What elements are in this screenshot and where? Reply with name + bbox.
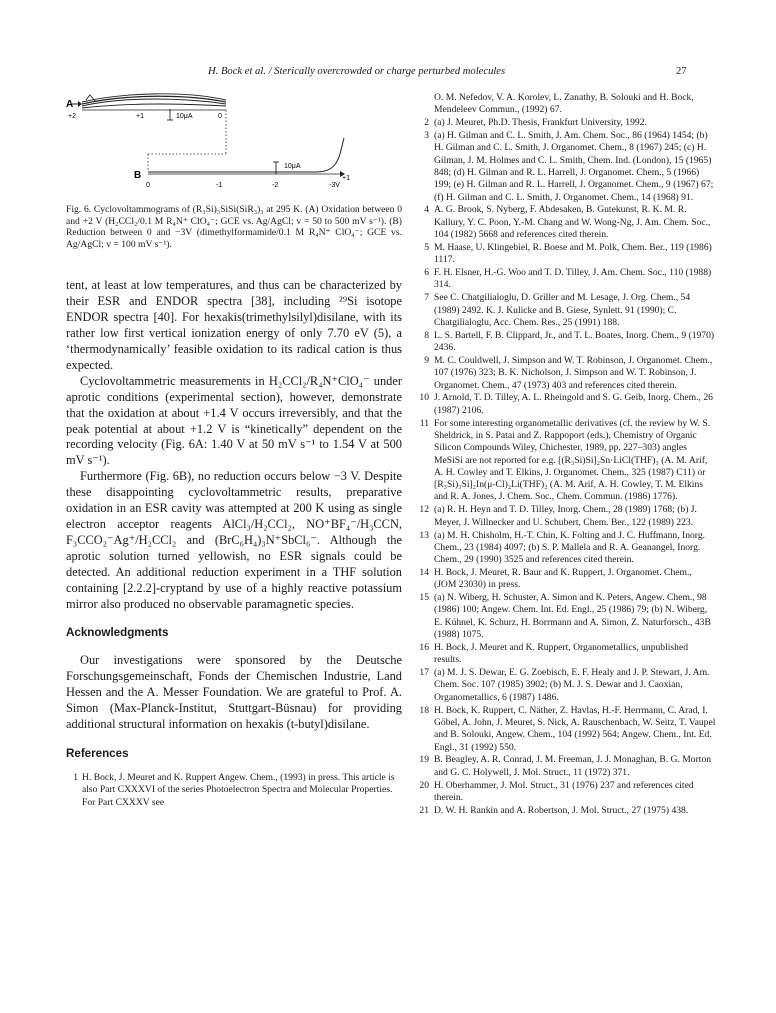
reference-text: A. G. Brook, S. Nyberg, F. Abdesaken, B. Gutekunst, R. K. M. R. Kallury, Y. C. Poon, Y.-M. Chang and W. Wong-Ng, J. Am. Chem. Soc., 104 (1982) 5668 and references cited therein. (434, 204, 711, 241)
panel-a-tick-1: +2 (68, 113, 76, 120)
figure-6 (66, 92, 402, 200)
reference-item (416, 242, 716, 267)
reference-text: M. Haase, U. Klingebiel, R. Boese and M. Polk, Chem. Ber., 119 (1986) 1117. (434, 241, 712, 266)
reference-text: See C. Chatgilialoglu, D. Griller and M. Lesage, J. Org. Chem., 54 (1989) 2492. K. J. Kulicke and B. Giese, Synlett. 91 (1990); C. Chatgilialoglu, Acc. Chem. Res., 25 (1991) 188. (434, 292, 691, 328)
reference-text: H. Bock, J. Meuret and K. Ruppert Angew. Chem., (1993) in press. This article is also Part CXXXVI of the series Photoelectron Spectra and Molecular Properties. For Part CXXXV see (82, 771, 395, 808)
reference-item (416, 130, 716, 204)
reference-text: (a) R. H. Heyn and T. D. Tilley, Inorg. Chem., 28 (1989) 1768; (b) J. Meyer, J. Willnecker and U. Schubert, Chem. Ber., 122 (1989) 223. (434, 504, 697, 528)
reference-text: M. C. Couldwell, J. Simpson and W. T. Robinson, J. Organomet. Chem., 107 (1976) 323; B. K. Nicholson, J. Simpson and W. T. Robinson, J. Organomet. Chem., 47 (1973) 403 and references cited therein. (434, 354, 713, 391)
reference-number: 4 (424, 204, 429, 216)
reference-item (416, 330, 716, 355)
panel-a-tick-3: 0 (218, 113, 222, 120)
panel-b-tick-1: 0 (146, 182, 150, 189)
panel-b-tick-3: -2 (272, 182, 279, 189)
figure-caption: Fig. 6. Cyclovoltammograms of (R₃Si)₃SiSi(SiR₃)₃ at 295 K. (A) Oxidation between 0 and +2 V (H₂CCl₂/0.1 M R₄N⁺ ClO₄⁻; GCE vs. Ag/AgCl; v = 50 to 500 mV s⁻¹). (B) Reduction between 0 and −3V (dimethylformamide/0.1 M R₄N⁺ ClO₄⁻; GCE vs. Ag/AgCl; v = 100 mV s⁻¹). (66, 204, 402, 250)
acknowledgments-heading: Acknowledgments (66, 626, 169, 640)
reference-number: 6 (424, 267, 429, 279)
reference-item (416, 117, 716, 129)
panel-a-curve-4 (82, 104, 226, 108)
panel-b-scale-label: 10μA (284, 163, 301, 170)
reference-text: H. Bock, K. Ruppert, C. Näther, Z. Havlas, H.-F. Herrmann, C. Arad, I. Göbel, A. John, J. Meuret, S. Nick, A. Rauschenbach, W. Seitz, T. Vaupel and B. Solouki, Angew. Chem., 104 (1992) 564; Angew. Chem., Int. Ed. Engl., 31 (1992) 550. (434, 704, 716, 753)
reference-text: H. Bock, J. Meuret and K. Ruppert, Organometallics, unpublished results. (434, 641, 689, 666)
reference-item (416, 204, 716, 241)
panel-a-label: A (66, 99, 74, 110)
reference-number: 15 (419, 592, 429, 604)
page-number: 27 (676, 66, 687, 77)
reference-item (416, 355, 716, 392)
reference-item (416, 530, 716, 567)
reference-text: L. S. Bartell, F. B. Clippard, Jr., and T. L. Boates, Inorg. Chem., 9 (1970) 2436. (434, 329, 715, 354)
reference-number: 7 (424, 292, 429, 304)
reference-text: (a) M. J. S. Dewar, E. G. Zoebisch, E. F. Healy and J. P. Stewart, J. Am. Chem. Soc. 107 (1985) 3902; (b) M. J. S. Dewar and J. Caoxian, Organometallics, 6 (1987) 1486. (434, 667, 710, 703)
reference-text: J. Arnold, T. D. Tilley, A. L. Rheingold and S. G. Geib, Inorg. Chem., 26 (1987) 2106. (434, 392, 713, 416)
reference-item (416, 267, 716, 292)
panel-b-tick-end: +1 (342, 175, 350, 182)
reference-number: 18 (419, 704, 429, 716)
reference-number: 13 (419, 529, 429, 541)
reference-number: 3 (424, 130, 429, 142)
reference-text: O. M. Nefedov, V. A. Korolev, L. Zanathy, B. Solouki and H. Bock, Mendeleev Commun., (1992) 67. (434, 92, 694, 116)
reference-number: 9 (424, 354, 429, 366)
reference-number: 5 (424, 241, 429, 253)
reference-item (416, 642, 716, 667)
reference-text: (a) H. Gilman and C. L. Smith, J. Am. Chem. Soc., 86 (1964) 1454; (b) H. Gilman and C. L. Smith, J. Organomet. Chem., 8 (1967) 245; (c) H. Gilman, J. M. Holmes and C. L. Smith, Chem. Ind. (London), 15 (1965) 848; (d) H. Gilman and R. L. Harrell, J. Organomet. Chem., 5 (1966) 199; (e) H. Gilman and R. L. Harrell, J. Organomet. Chem., 9 (1967) 67; (f) H. Gilman and C. L. Smith, J. Organomet. Chem., 14 (1968) 91. (434, 130, 714, 203)
reference-item (66, 772, 402, 809)
paragraph-3: Furthermore (Fig. 6B), no reduction occurs below −3 V. Despite these disappointing cyclovoltammetric results, preparative oxidation in an ESR cavity was attempted at 200 K using as single electron acceptor reagents AlCl₃/H₂CCl₂, NO⁺BF₄⁻/H₃CCN, F₃CCO₂⁻Ag⁺/H₂CCl₂ and (BrC₆H₄)₃N⁺SbCl₆⁻. Although the aprotic solution turned yellowish, no ESR signals could be detected. An additional reduction experiment in a THF solution containing [2.2.2]-cryptand by use of a highly reactive potassium mirror also produced no observable paramagnetic species. (66, 469, 402, 611)
panel-a-curve-1 (82, 96, 226, 104)
reference-number: 2 (424, 117, 429, 129)
reference-item (416, 392, 716, 417)
panel-b-tick-2: -1 (216, 182, 223, 189)
reference-number: 19 (419, 754, 429, 766)
reference-number: 11 (419, 417, 429, 429)
reference-item (416, 292, 716, 329)
reference-item (416, 92, 716, 117)
reference-item (416, 780, 716, 805)
reference-text: (a) M. H. Chisholm, H.-T. Chin, K. Folting and J. C. Huffmann, Inorg. Chem., 23 (1984) 4097; (b) S. P. Mallela and R. A. Geanangel, Inorg. Chem., 29 (1990) 3525 and references cited therein. (434, 529, 706, 566)
reference-text: For some interesting organometallic derivatives (cf. the review by W. S. Sheldrick, in S. Patai and Z. Rappoport (eds.), Chemistry of Organic Silicon Compounds Wiley, Chichester, 1989, pp. 227–303) angles MeSiSi are not reported for e.g. [(R₃Si)Si]₂Sn·LiCl(THF)₃ (A. M. Arif, A. H. Cowley and T. Elkins, J. Organomet. Chem., 325 (1987) C11) or [R₃Si)₃Si]₂In(μ-Cl)₂Li(THF)₂ (A. M. Arif, A. H. Cowley, T. M. Elkins and R. A. Jones, J. Chem. Soc., Chem. Commun. (1986) 1776). (434, 417, 711, 503)
reference-number: 16 (419, 641, 429, 653)
panel-a-arrow-head (78, 101, 82, 107)
acknowledgments-text: Our investigations were sponsored by the Deutsche Forschungsgemeinschaft, Fonds der Chemischen Industrie, Land Hessen and the A. Messer Foundation. We are grateful to Prof. A. Simon (Max-Planck-Institut, Stuttgart-Büsnau) for providing additional structural information on hexakis (t-butyl)disilane. (66, 653, 402, 732)
panel-b-tick-4: -3V (329, 182, 340, 189)
reference-text: H. Bock, J. Meuret, R. Baur and K. Ruppert, J. Organomet. Chem., (JOM 23030) in press. (434, 567, 692, 591)
panel-b-curve (148, 138, 344, 172)
references-heading: References (66, 746, 129, 760)
reference-text: (a) N. Wiberg, H. Schuster, A. Simon and K. Peters, Angew. Chem., 98 (1986) 100; Angew. Chem. Int. Ed. Engl., 25 (1986) 79; (b) N. Wiberg, E. Kühnel, K. Schurz, H. Borrmann and A. Simon, Z. Naturforsch., 43B (1988) 1075. (434, 592, 711, 641)
reference-text: (a) J. Meuret, Ph.D. Thesis, Frankfurt University, 1992. (434, 117, 647, 129)
reference-number: 21 (419, 804, 429, 816)
paragraph-2: Cyclovoltammetric measurements in H₂CCl₂/R₄N⁺ClO₄⁻ under aprotic conditions (experimental section), however, demonstrate that the oxidation at about +1.4 V occurs irreversibly, and that the peak potential at about +1.2 V is “kinetically” dependent on the recording velocity (Fig. 6A: 1.40 V at 50 mV s⁻¹ to 1.54 V at 500 mV s⁻¹). (66, 373, 402, 468)
reference-item (416, 805, 716, 817)
running-header (0, 66, 776, 82)
reference-item (416, 754, 716, 779)
reference-item (416, 504, 716, 529)
reference-number: 10 (419, 392, 429, 404)
reference-text: D. W. H. Rankin and A. Robertson, J. Mol. Struct., 27 (1975) 438. (434, 804, 689, 816)
cyclovoltammogram-figure (66, 92, 402, 200)
reference-text: H. Oberhammer, J. Mol. Struct., 31 (1976) 237 and references cited therein. (434, 779, 694, 803)
reference-item (416, 705, 716, 754)
reference-number: 8 (424, 329, 429, 341)
reference-item (416, 418, 716, 504)
reference-number: 12 (419, 504, 429, 516)
panel-a-scale-label: 10μA (176, 113, 193, 120)
reference-item (416, 567, 716, 592)
reference-text: B. Beagley, A. R. Conrad, J. M. Freeman, J. J. Monaghan, B. G. Morton and G. C. Holywell, J. Mol. Struct., 11 (1972) 371. (434, 754, 712, 778)
left-column (66, 92, 402, 809)
reference-number: 1 (73, 771, 78, 783)
reference-item (416, 592, 716, 641)
reference-number: 14 (419, 567, 429, 578)
running-title: H. Bock et al. / Sterically overcrowded or charge perturbed molecules (208, 66, 506, 77)
reference-number: 20 (419, 779, 429, 791)
references-left (66, 772, 402, 809)
reference-item (416, 667, 716, 704)
reference-text: F. H. Elsner, H.-G. Woo and T. D. Tilley, J. Am. Chem. Soc., 110 (1988) 314. (434, 267, 712, 291)
reference-number: 17 (419, 667, 429, 679)
panel-a-tick-2: +1 (136, 113, 144, 120)
panel-b-label: B (134, 170, 142, 181)
panel-a-curve-3 (82, 94, 226, 102)
right-column (416, 92, 716, 818)
paragraph-1: tent, at least at low temperatures, and thus can be characterized by their ESR and ENDOR spectra [38], including ²⁹Si isotope ENDOR spectra [40]. For hexakis(trimethylsilyl)disilane, with its rather low first vertical ionization energy of only 7.70 eV (5), a ‘thermodynamically’ feasible oxidation to its radical cation is thus expected. (66, 278, 402, 372)
